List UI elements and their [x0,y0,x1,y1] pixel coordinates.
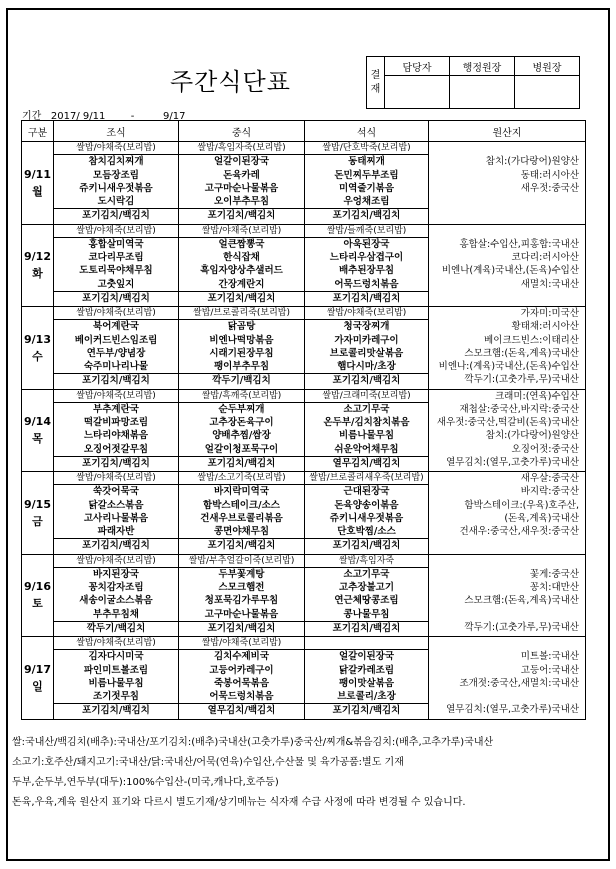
period-start: 2017/ 9/11 [50,111,106,122]
menu-item: 두부꽃계탕 [218,568,265,580]
menu-item: 근대된장국 [343,486,390,498]
menu-item: 비엔나떡망볶음 [209,334,274,346]
kimchi-item: 열무김치/백김치 [305,456,428,469]
menu-item: 고추장불고기 [338,582,395,594]
header-row [22,121,586,142]
rice-porridge: 쌀밥/부추얼갈이죽(보리밥) [179,555,304,568]
day-date: 9/12 [24,250,51,264]
origin-cell [429,637,586,720]
rice-porridge: 쌀밥/야채죽(보리밥) [179,637,304,650]
day-date: 9/14 [24,415,51,429]
menu-item: 함박스테이크/소스 [203,499,280,511]
menu-item: 고추장돈육구이 [209,417,274,429]
origin-line: 고등어:국내산 [520,664,579,676]
menu-item: 소고기무국 [343,403,390,415]
rice-porridge: 쌀밥/들깨죽(보리밥) [305,225,428,238]
menu-item: 모듬장조림 [93,169,139,181]
note-line: 돈육,우육,계육 원산지 표기와 다르시 별도기재/상기메뉴는 식자재 수급 사정에 따라 변경될 수 있습니다. [12,797,466,808]
menu-item: 바지락미역국 [213,486,270,498]
kimchi-item: 포기김치/백김치 [179,456,304,469]
approval-box [366,56,580,109]
menu-item: 고사리나물볶음 [83,512,149,524]
kimchi-item: 포기김치/백김치 [305,373,428,386]
kimchi-item: 포기김치/백김치 [54,291,178,304]
origin-line: 새우젓:중국산,떡갈비(돈육)국내산 [436,417,579,429]
dinner-cell [305,224,429,307]
origin-line: 스모크햄:(돈육,계육)국내산 [464,347,579,359]
origin-line: 황태채:러시아산 [511,321,579,333]
header-origin: 원산지 [429,121,586,142]
menu-item: 꽁치감자조림 [88,582,144,594]
menu-item: 동태찌개 [348,156,385,168]
origin-line: 비엔나:(계육)국내산,(돈육)수입산 [438,361,579,373]
menu-item: 파인미트볼조림 [83,664,149,676]
day-weekday: 수 [32,349,43,363]
menu-item: 한식잡채 [223,252,260,264]
rice-porridge: 쌀밥/야채죽(보리밥) [179,225,304,238]
origin-line: (돈육,계육)국내산 [504,512,579,524]
menu-item: 시래기된장무침 [209,347,274,359]
menu-item: 쑥갓어묵국 [93,486,139,498]
kimchi-item: 포기김치/백김치 [305,703,428,716]
menu-item: 비름나물무침 [338,430,395,442]
day-date: 9/17 [24,662,51,676]
day-date: 9/13 [24,332,51,346]
menu-item: 건새우브로콜리볶음 [200,512,283,524]
menu-item: 스모크햄전 [218,582,265,594]
menu-item: 돈육카레 [223,169,260,181]
menu-table [21,120,586,720]
menu-item: 고구마순나물볶음 [204,182,279,194]
origin-line: 열무김치:(열무,고춧가루)국내산 [446,704,579,716]
menu-item: 고등어카레구이 [209,664,274,676]
origin-line: 크래미:(연육)수입산 [494,390,579,402]
day-date: 9/16 [24,580,51,594]
menu-item: 부추계란국 [93,403,139,415]
kimchi-item: 포기김치/백김치 [305,208,428,221]
menu-item: 떡갈비파망조림 [83,417,149,429]
header-lunch: 중식 [179,121,305,142]
menu-item: 죽봉어묵볶음 [213,677,270,689]
menu-item: 청국장찌개 [343,321,390,333]
menu-item: 베이커드빈스임조림 [74,334,158,346]
breakfast-cell [54,142,179,225]
origin-line: 비엔나(계육)국내산,(돈육)수입산 [441,265,579,277]
kimchi-item: 열무김치/백김치 [179,703,304,716]
menu-item: 어묵드렁치볶음 [209,691,274,703]
menu-item: 가자미카레구이 [334,334,399,346]
origin-line: 재첩살:중국산,바지락:중국산 [459,403,579,415]
menu-item: 쥬키니새우젓볶음 [79,182,153,194]
rice-porridge: 쌀밥/소고기죽(보리밥) [179,472,304,485]
day-row [22,142,586,225]
day-cell [22,637,54,720]
breakfast-cell [54,224,179,307]
dinner-cell [305,142,429,225]
period-label: 기간 [22,111,42,122]
origin-line [429,608,585,621]
breakfast-cell [54,472,179,555]
day-weekday: 일 [32,679,43,693]
menu-item: 오징어젓갈무침 [83,443,149,455]
menu-item: 오이부추무침 [213,196,270,208]
menu-item: 홍합살미역국 [88,238,144,250]
day-cell [22,224,54,307]
menu-item: 얼갈이된장국 [338,651,395,663]
origin-line: 새멸치:국내산 [520,278,579,290]
lunch-cell [179,554,305,637]
kimchi-item: 포기김치/백김치 [305,621,428,634]
kimchi-item: 포기김치/백김치 [179,538,304,551]
breakfast-cell [54,307,179,390]
menu-item: 느타리야채볶음 [83,430,149,442]
menu-item: 얼큰짬뽕국 [218,238,265,250]
approval-sign-box[interactable] [385,76,450,109]
rice-porridge: 쌀밥/흑임자죽(보리밥) [179,142,304,155]
origin-cell [429,142,586,225]
origin-line [429,538,585,551]
rice-porridge: 쌀밥/흑깨죽(보리밥) [179,390,304,403]
origin-line: 미트볼:국내산 [520,651,579,663]
note-line: 두부,순두부,연두부(대두):100%수입산-(미국,캐나다,호주등) [12,777,279,788]
menu-item: 팽이맛살볶음 [338,677,395,689]
menu-item: 도시락김 [97,196,135,208]
origin-line: 가자미:미국산 [520,308,579,319]
breakfast-cell [54,637,179,720]
day-row [22,224,586,307]
kimchi-item: 포기김치/백김치 [54,703,178,716]
rice-porridge: 쌀밥/단호박죽(보리밥) [305,142,428,155]
menu-item: 우엉채조림 [343,196,390,208]
kimchi-item: 깍두기/백김치 [179,373,304,386]
origin-line: 꽁치:대만산 [529,582,579,594]
origin-line: 깍두기:(고춧가루,무)국내산 [464,374,579,386]
menu-item: 숙주미나리나물 [83,361,149,373]
origin-line: 새우살:중국산 [520,473,579,484]
menu-item: 단호박찜/소스 [337,526,396,538]
origin-cell [429,389,586,472]
origin-line: 홍합살:수입산,피홍합:국내산 [459,238,579,250]
menu-item: 간장계란지 [218,278,265,290]
origin-cell [429,307,586,390]
kimchi-item: 포기김치/백김치 [54,208,178,221]
menu-item: 고구마순나물볶음 [204,608,279,620]
menu-item: 북어계란국 [93,321,139,333]
lunch-cell [179,224,305,307]
menu-item: 김치수제비국 [213,651,270,663]
day-cell [22,389,54,472]
kimchi-item: 깍두기/백김치 [54,621,178,634]
origin-line: 오징어젓:중국산 [511,443,579,455]
rice-porridge: 쌀밥/흑임자죽 [305,555,428,568]
origin-line: 건새우:중국산,새우젓:중국산 [459,526,579,538]
origin-line: 참치:(가다랑어)원양산 [485,156,579,168]
dinner-cell [305,307,429,390]
kimchi-item: 포기김치/백김치 [179,621,304,634]
origin-cell [429,472,586,555]
origin-line [429,208,585,221]
menu-item: 느타리우삼겹구이 [329,252,404,264]
origin-line: 바지락:중국산 [520,486,579,498]
menu-item: 닭갈카레조림 [338,664,395,676]
day-date: 9/15 [24,497,51,511]
rice-porridge: 쌀밥/야채죽(보리밥) [54,472,178,485]
menu-item: 바지된장국 [93,568,139,580]
day-weekday: 화 [32,267,43,281]
menu-item: 닭갈소스볶음 [88,499,144,511]
origin-line [429,690,585,703]
menu-item: 흑임자양상추샐러드 [200,265,283,277]
origin-line [429,195,585,208]
menu-item: 참치김치찌개 [88,156,144,168]
approval-sign-box[interactable] [450,76,515,109]
day-row [22,554,586,637]
kimchi-item: 포기김치/백김치 [54,456,178,469]
day-weekday: 금 [32,514,43,528]
rice-porridge: 쌀밥/야채죽(보리밥) [54,390,178,403]
menu-item: 연근체땅콩조림 [334,595,399,607]
breakfast-cell [54,389,179,472]
origin-cell [429,224,586,307]
menu-item: 어묵드렁치볶음 [334,278,399,290]
origin-line: 새우젓:중국산 [520,182,579,194]
menu-item: 연두부/양념장 [86,347,146,359]
header-dinner: 석식 [305,121,429,142]
day-weekday: 목 [32,432,43,446]
origin-line [429,225,585,238]
menu-item: 브로콜리맛살볶음 [329,347,404,359]
menu-item: 돈민찌두부조림 [334,169,399,181]
menu-item: 돈육양송이볶음 [334,499,399,511]
day-cell [22,472,54,555]
rice-porridge [305,637,428,650]
day-cell [22,307,54,390]
origin-line [429,291,585,304]
dinner-cell [305,637,429,720]
menu-item: 햄다시마/초장 [337,361,396,373]
approval-label: 결재 [367,57,385,109]
origin-line: 스모크햄:(돈육,계육)국내산 [464,595,579,607]
origin-line: 동태:러시아산 [520,169,579,181]
menu-item: 닭곰탕 [227,321,256,333]
lunch-cell [179,142,305,225]
rice-porridge: 쌀밥/야채죽(보리밥) [54,637,178,650]
menu-item: 얼갈이청포묵구이 [204,443,279,455]
note-line: 쌀:국내산/백김치(배추):국내산/포기김치:(배추)국내산(고춧가루)중국산/찌개&볶음김치:(배추,고추가루)국내산 [12,737,494,748]
approval-role: 담당자 [385,57,450,76]
approval-role: 병원장 [515,57,580,76]
rice-porridge: 쌀밥/브로콜리새우죽(보리밥) [305,472,428,485]
period-sep: - [130,111,135,122]
dinner-cell [305,472,429,555]
origin-line: 열무김치:(열무,고춧가루)국내산 [446,456,579,468]
menu-item: 코다리무조림 [88,252,144,264]
origin-line [429,637,585,650]
kimchi-item: 포기김치/백김치 [305,538,428,551]
rice-porridge: 쌀밥/야채죽(보리밥) [54,142,178,155]
rice-porridge: 쌀밥/야채죽(보리밥) [54,555,178,568]
menu-item: 쥬키니새우젓볶음 [329,512,404,524]
origin-line: 참치:(가다랑어)원양산 [485,430,579,442]
dinner-cell [305,554,429,637]
origin-line: 베이크드빈스:이태리산 [484,334,579,346]
note-line: 소고기:호주산/돼지고기:국내산/닭:국내산/어묵(연육)수입산,수산물 및 육가공품:별도 기재 [12,757,404,768]
kimchi-item: 포기김치/백김치 [54,538,178,551]
origin-line [429,142,585,155]
lunch-cell [179,389,305,472]
menu-item: 얼갈이된장국 [213,156,270,168]
menu-item: 조기젓무침 [93,691,139,703]
menu-item: 양배추찜/쌈장 [212,430,271,442]
origin-line [429,555,585,568]
day-row [22,307,586,390]
origin-line: 깍두기:(고춧가루,무)국내산 [464,621,579,633]
period-end: 9/17 [162,111,186,122]
menu-item: 미역줄기볶음 [338,182,395,194]
lunch-cell [179,307,305,390]
origin-cell [429,554,586,637]
menu-item: 소고기무국 [343,568,390,580]
menu-item: 팽이부추무침 [213,361,270,373]
menu-item: 콩면야채무침 [213,526,270,538]
kimchi-item: 포기김치/백김치 [54,373,178,386]
menu-item: 브로콜리/초장 [337,691,396,703]
day-date: 9/11 [24,167,51,181]
menu-item: 청포묵김가루무침 [204,595,279,607]
day-weekday: 월 [32,184,43,198]
footer-notes [12,733,602,813]
rice-porridge: 쌀밥/크래미죽(보리밥) [305,390,428,403]
origin-line: 코다리:러시아산 [511,252,579,264]
origin-line: 꽃게:중국산 [529,568,579,580]
day-cell [22,554,54,637]
menu-item: 순두부찌개 [218,403,265,415]
kimchi-item: 포기김치/백김치 [305,291,428,304]
origin-line: 조개젓:중국산,새멸치:국내산 [459,677,579,689]
approval-sign-box[interactable] [515,76,580,109]
rice-porridge: 쌀밥/브로콜리죽(보리밥) [179,307,304,320]
origin-line: 함박스테이크:(우육)호주산, [464,499,579,511]
menu-item: 아욱된장국 [343,238,390,250]
header-breakfast: 조식 [54,121,179,142]
menu-item: 새송이굴소스볶음 [79,595,153,607]
day-row [22,637,586,720]
menu-item: 배추된장무침 [338,265,395,277]
menu-item: 온두부/김치참치볶음 [323,417,410,429]
breakfast-cell [54,554,179,637]
day-row [22,472,586,555]
kimchi-item: 포기김치/백김치 [179,208,304,221]
day-row [22,389,586,472]
menu-item: 파래자반 [97,526,135,538]
rice-porridge: 쌀밥/야채죽(보리밥) [54,225,178,238]
rice-porridge: 쌀밥/야채죽(보리밥) [54,307,178,320]
day-weekday: 토 [32,597,43,611]
menu-item: 고춧잎지 [97,278,135,290]
lunch-cell [179,637,305,720]
menu-item: 비름나물무침 [88,677,144,689]
approval-role: 행정원장 [450,57,515,76]
lunch-cell [179,472,305,555]
header-category: 구분 [22,121,54,142]
menu-item: 콩나물무침 [343,608,390,620]
page-title: 주간식단표 [170,68,291,96]
menu-item: 김자다시미국 [88,651,144,663]
dinner-cell [305,389,429,472]
menu-item: 도토리묵야채무침 [79,265,153,277]
menu-item: 쉬운악어채무침 [334,443,399,455]
rice-porridge: 쌀밥/야채죽(보리밥) [305,307,428,320]
kimchi-item: 포기김치/백김치 [179,291,304,304]
day-cell [22,142,54,225]
menu-item: 부추무침채 [93,608,139,620]
